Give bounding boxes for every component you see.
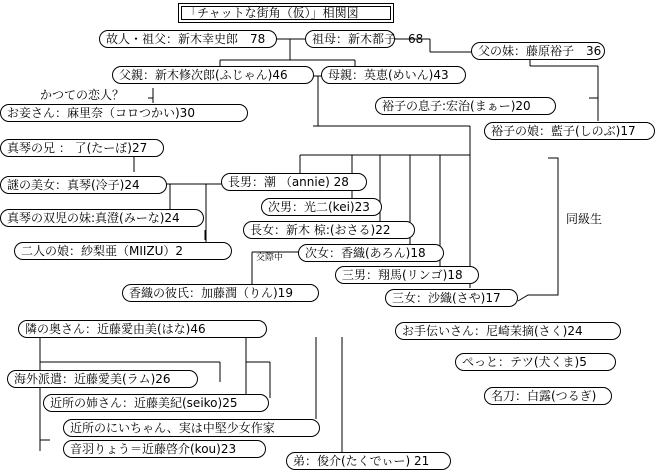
former-lover-note: かつての恋人？ xyxy=(40,88,125,102)
kondo-ai-box: 海外派遣：近藤愛美(ラム)26 xyxy=(7,370,198,388)
grandfather-box: 故人・祖父：新木幸史郎 78 xyxy=(99,30,277,48)
grandmother-box: 祖母：新木都子 68 xyxy=(305,30,395,48)
son3-box: 三男：翔馬(リンゴ)18 xyxy=(335,266,479,284)
boyfriend-box: 香織の彼氏：加藤潤（りん)19 xyxy=(122,284,319,302)
chart-title-text: 「チャットな街角（仮）」相関図 xyxy=(185,6,359,20)
neighbor-wife-box: 隣の奥さん：近藤愛由美(はな)46 xyxy=(18,320,267,338)
son1-box: 長男：潮 （annie) 28 xyxy=(221,173,367,191)
mother-box: 母親：英恵(めいん)43 xyxy=(321,66,466,84)
saria-box: 二人の娘：紗梨亜（MIIZU）2 xyxy=(14,242,232,260)
daughter2-box: 次女：香織(あろん)18 xyxy=(298,244,444,262)
aunt-box: 父の妹：藤原裕子 36 xyxy=(471,42,605,60)
makoto-brother-box: 真琴の兄 ： 了(たーぼ)27 xyxy=(0,139,164,157)
classmates-note: 同級生 xyxy=(566,212,603,226)
chart-title xyxy=(178,3,394,23)
aunt-son-box: 裕子の息子:宏治(まぁー)20 xyxy=(375,97,556,115)
mistress-box: お妾さん：麻里奈（コロつかい)30 xyxy=(0,104,248,122)
aunt-daughter-box: 裕子の娘：藍子(しのぶ)17 xyxy=(484,122,655,140)
daughter1-box: 長女：新木 椋:(おさる)22 xyxy=(243,221,415,239)
kondo-shunsuke-box: 弟：俊介(たくでぃー) 21 xyxy=(286,452,451,470)
father-box: 父親：新木修次郎(ふじゃん)46 xyxy=(112,66,314,84)
daughter3-box: 三女：沙織(さや)17 xyxy=(385,289,518,307)
pet-box: ぺっと：テツ(犬くま)5 xyxy=(455,353,616,371)
makoto-twin-box: 真琴の双児の妹:真澄(みーな)24 xyxy=(0,209,204,227)
writer-line-box: 近所のにいちゃん、実は中堅少女作家 xyxy=(63,419,320,437)
kondo-miki-box: 近所の姉さん：近藤美紀(seiko)25 xyxy=(43,394,269,412)
dating-note: 交際中 xyxy=(256,253,284,263)
kondo-keisuke-box: 音羽りょう＝近藤啓介(kou)23 xyxy=(63,440,266,458)
son2-box: 次男：光二(kei)23 xyxy=(261,198,382,216)
makoto-box: 謎の美女：真琴(冷子)24 xyxy=(0,176,167,194)
sword-box: 名刀：白露(つるぎ) xyxy=(484,387,612,405)
maid-box: お手伝いさん：尼崎茉摘(さく)24 xyxy=(395,322,621,340)
